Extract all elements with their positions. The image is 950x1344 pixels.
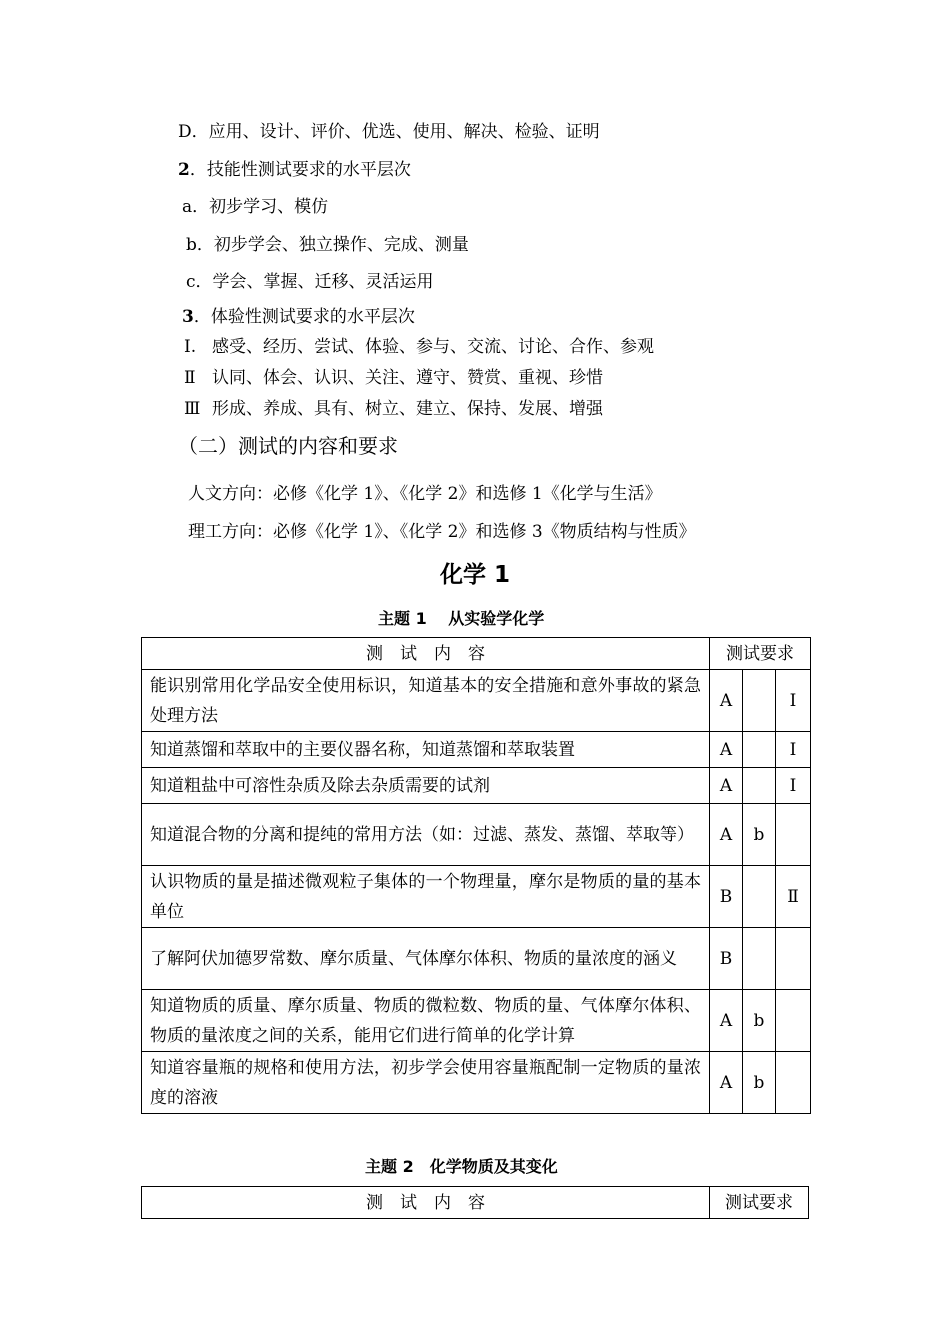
humanities-direction: 人文方向：必修《化学 1》、《化学 2》和选修 1《化学与生活》 <box>188 484 662 504</box>
req-skill <box>743 768 776 804</box>
skill-level-c: c．学会、掌握、迁移、灵活运用 <box>186 272 434 292</box>
experience-level-III <box>184 399 603 419</box>
req-knowledge: A <box>710 804 743 866</box>
req-experience: Ⅰ <box>776 768 811 804</box>
row-content: 知道粗盐中可溶性杂质及除去杂质需要的试剂 <box>142 768 710 804</box>
header-content: 测 试 内 容 <box>142 1187 710 1219</box>
skill-level-b: b．初步学会、独立操作、完成、测量 <box>186 235 469 255</box>
table-row <box>142 768 811 804</box>
table-row <box>142 1052 811 1114</box>
experience-heading-number: 3 <box>182 307 194 327</box>
req-skill <box>743 866 776 928</box>
header-content: 测 试 内 容 <box>142 638 710 670</box>
level-I-text: 感受、经历、尝试、体验、参与、交流、讨论、合作、参观 <box>212 337 654 357</box>
row-content: 知道蒸馏和萃取中的主要仪器名称，知道蒸馏和萃取装置 <box>142 732 710 768</box>
row-content: 认识物质的量是描述微观粒子集体的一个物理量，摩尔是物质的量的基本单位 <box>142 866 710 928</box>
experience-level-I <box>184 337 654 357</box>
req-experience: Ⅱ <box>776 866 811 928</box>
req-experience <box>776 1052 811 1114</box>
req-skill: b <box>743 804 776 866</box>
experience-level-II <box>184 368 603 388</box>
level-I-mark: Ⅰ. <box>184 337 197 357</box>
req-knowledge: A <box>710 1052 743 1114</box>
row-content: 了解阿伏加德罗常数、摩尔质量、气体摩尔体积、物质的量浓度的涵义 <box>142 928 710 990</box>
table-row <box>142 670 811 732</box>
table-header-row <box>142 638 811 670</box>
req-experience <box>776 928 811 990</box>
req-knowledge: A <box>710 768 743 804</box>
req-skill <box>743 928 776 990</box>
req-experience: Ⅰ <box>776 732 811 768</box>
req-experience <box>776 804 811 866</box>
level-d-line: D．应用、设计、评价、优选、使用、解决、检验、证明 <box>178 122 600 142</box>
row-content: 知道混合物的分离和提纯的常用方法（如：过滤、蒸发、蒸馏、萃取等） <box>142 804 710 866</box>
row-content: 能识别常用化学品安全使用标识，知道基本的安全措施和意外事故的紧急处理方法 <box>142 670 710 732</box>
level-II-text: 认同、体会、认识、关注、遵守、赞赏、重视、珍惜 <box>212 368 603 388</box>
level-II-mark: Ⅱ <box>184 368 196 388</box>
req-knowledge: A <box>710 732 743 768</box>
skill-level-heading <box>178 160 411 180</box>
experience-level-heading <box>182 307 415 327</box>
table-row <box>142 732 811 768</box>
table-row <box>142 928 811 990</box>
level-III-mark: Ⅲ <box>184 399 201 419</box>
req-experience <box>776 990 811 1052</box>
row-content: 知道容量瓶的规格和使用方法，初步学会使用容量瓶配制一定物质的量浓度的溶液 <box>142 1052 710 1114</box>
table-row <box>142 804 811 866</box>
skill-heading-text: ．技能性测试要求的水平层次 <box>189 160 411 180</box>
level-III-text: 形成、养成、具有、树立、建立、保持、发展、增强 <box>212 399 603 419</box>
table-header-row <box>142 1187 809 1219</box>
req-skill: b <box>743 990 776 1052</box>
req-skill: b <box>743 1052 776 1114</box>
req-knowledge: B <box>710 866 743 928</box>
req-skill <box>743 732 776 768</box>
req-experience: Ⅰ <box>776 670 811 732</box>
skill-level-a: a．初步学习、模仿 <box>182 197 329 217</box>
req-knowledge: A <box>710 990 743 1052</box>
req-knowledge: B <box>710 928 743 990</box>
header-requirement: 测试要求 <box>710 638 811 670</box>
book-title: 化学 1 <box>439 562 510 588</box>
section-title: （二）测试的内容和要求 <box>178 434 398 458</box>
science-direction: 理工方向：必修《化学 1》、《化学 2》和选修 3《物质结构与性质》 <box>188 522 696 542</box>
experience-heading-text: ．体验性测试要求的水平层次 <box>193 307 415 327</box>
req-skill <box>743 670 776 732</box>
req-knowledge: A <box>710 670 743 732</box>
header-requirement: 测试要求 <box>710 1187 809 1219</box>
topic1-table <box>141 637 811 1114</box>
table-row <box>142 990 811 1052</box>
table-row <box>142 866 811 928</box>
row-content: 知道物质的质量、摩尔质量、物质的微粒数、物质的量、气体摩尔体积、物质的量浓度之间的关系，能用它们进行简单的化学计算 <box>142 990 710 1052</box>
topic1-caption: 主题 1 从实验学化学 <box>378 609 545 628</box>
topic2-caption: 主题 2 化学物质及其变化 <box>365 1157 558 1176</box>
skill-heading-number: 2 <box>178 160 190 180</box>
topic2-table <box>141 1186 809 1219</box>
